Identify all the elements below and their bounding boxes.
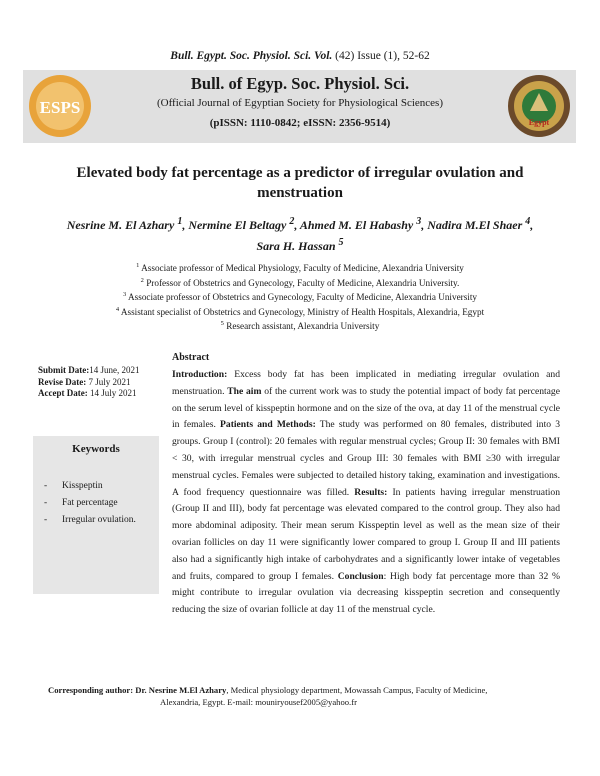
affiliation: $^5$ Research assistant, Alexandria University [220,320,380,332]
affiliation: $^3$ Associate professor of Obstetrics and Gynecology, Faculty of Medicine, Alexandria University [123,291,477,303]
esps-logo-text: ESPS [39,98,81,117]
paper-title: Elevated body fat percentage as a predictor of irregular ovulation and menstruation [76,165,524,201]
keyword-item: - Irregular ovulation. [44,515,136,525]
author: Sara H. Hassan [256,239,336,253]
author: Nesrine M. El Azhary [66,218,175,232]
author: Nadira M.El Shaer [427,218,523,232]
esps-logo [27,73,93,139]
affiliations [20,260,580,333]
egypt-logo-text: Egypt [528,118,550,127]
corresponding-email: Alexandria, Egypt. E-mail: mounir​yousef2005@yahoo.fr [160,697,357,707]
author-list: Nesrine M. El Azhary $^1$, Nermine El Beltagy $^2$, Ahmed M. El Habashy $^3$, Nadira M.El Shaer $^4$, Sara H. Hassan $^5$ [66,216,534,253]
submission-dates [38,365,168,400]
journal-name: Bull. of Egyp. Soc. Physiol. Sci. [190,74,410,93]
affiliation: $^1$ Associate professor of Medical Physiology, Faculty of Medicine, Alexandria University [136,262,464,274]
keywords-list [44,478,160,529]
journal-issn: (pISSN: 1110-0842; eISSN: 2356-9514) [209,117,391,129]
keywords-title: Keywords [72,443,120,455]
affiliation: $^4$ Assistant specialist of Obstetrics and Gynecology, Ministry of Health Hospitals, Alexandria, Egypt [115,305,485,317]
journal-subtitle: (Official Journal of Egyptian Society for Physiological Sciences) [156,97,444,109]
accept-date: Accept Date: 14 July 2021 [38,388,137,398]
egypt-society-logo [506,73,572,139]
submit-date: Submit Date:14 June, 2021 [38,365,140,375]
abstract-heading: Abstract [172,352,210,363]
author: Ahmed M. El Habashy [299,218,414,232]
revise-date: Revise Date: 7 July 2021 [38,376,131,387]
keyword-item: - Fat percentage [44,498,118,508]
affiliation: $^2$ Professor of Obstetrics and Gynecology, Faculty of Medicine, Alexandria University. [140,276,460,288]
journal-citation: Bull. Egypt. Soc. Physiol. Sci. Vol. (42) Issue (1), 52-62 [170,50,430,62]
corresponding-author: Corresponding author: Dr. Nesrine M.El Azhary, Medical physiology department, Mowassah Campus, Faculty of Medicine, Alexandria, Egypt. E-mail: mounir​yousef2005@yahoo.fr [48,684,568,708]
keyword-item: - Kisspeptin [44,481,103,491]
author: Nermine El Beltagy [188,218,287,232]
abstract-body: Introduction: Excess body fat has been implicated in mediating irregular ovulation and menstruation. The aim of the current work was to study the potential impact of body fat percentage on the serum level of kisspeptin hormone and on the size of the ova, at day 11 of the menstrual cycle in females. Patients and Methods: The study was performed on 80 females, distributed into 3 groups. Group I (control): 20 females with regular menstrual cycles; Group II: 30 females with BMI < 30, with irregular menstrual cycles and Group III: 30 females with BMI ≥30 with irregular menstrual cycles. Females were subjected to detailed history taking, examination and investigations. A food frequency questionnaire was filled. Results: In patients having irregular menstruation (Group II and III), body fat percentage was elevated compared to the control group. They also had more abdominal adiposity. Their mean serum Kisspeptin level as well as the mean size of their ovarian follicles on day 11 were significantly lower compared to group I. Group II and III patients also had a significantly high intake of carbohydrates and a significantly lower intake of vegetables and fruits, compared to group I females. Conclusion: High body fat percentage more than 32 % might contribute to irregular ovulation via decreasing kisspeptin secretion and consequently reducing the size of ovarian follicle at day 11 of the menstrual cycle. [172,369,561,616]
